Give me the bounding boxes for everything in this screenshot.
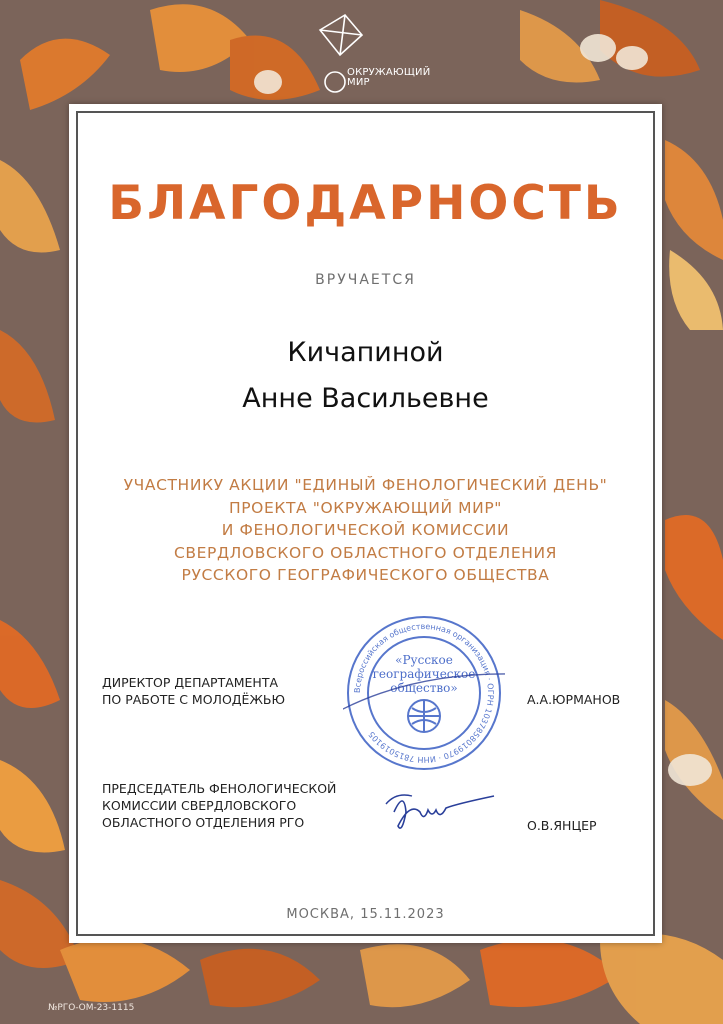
logo-text-line2: МИР xyxy=(347,77,370,88)
signatory2-name: О.В.ЯНЦЕР xyxy=(527,818,597,833)
reason-line: РУССКОГО ГЕОГРАФИЧЕСКОГО ОБЩЕСТВА xyxy=(181,566,550,584)
signatory2-title-line: ПРЕДСЕДАТЕЛЬ ФЕНОЛОГИЧЕСКОЙ xyxy=(102,781,337,796)
stamp-ring-text: Всероссийская общественная организация · ОГРН 1037858019970 · ИНН 7815019105 xyxy=(352,621,496,765)
stamp-center-line: «Русское xyxy=(395,653,453,667)
signatory2-title-line: ОБЛАСТНОГО ОТДЕЛЕНИЯ РГО xyxy=(102,815,305,830)
signatory1-title-line: ДИРЕКТОР ДЕПАРТАМЕНТА xyxy=(102,675,279,690)
signatory2-title xyxy=(102,780,336,831)
recipient-surname: Кичапиной xyxy=(287,337,444,368)
document-number: №РГО-ОМ-23-1115 xyxy=(48,1003,135,1013)
reason-line: ПРОЕКТА "ОКРУЖАЮЩИЙ МИР" xyxy=(228,498,503,517)
place-and-date: МОСКВА, 15.11.2023 xyxy=(286,907,445,922)
reason-line: УЧАСТНИКУ АКЦИИ "ЕДИНЫЙ ФЕНОЛОГИЧЕСКИЙ ДЕНЬ" xyxy=(123,476,608,494)
certificate-title: БЛАГОДАРНОСТЬ xyxy=(108,176,623,231)
stamp-center-line: географическое xyxy=(372,667,476,681)
signatory1-title xyxy=(102,674,285,708)
award-reason xyxy=(69,474,662,587)
stamp-center-line: общество» xyxy=(390,681,458,695)
recipient-given-names: Анне Васильевне xyxy=(242,383,489,414)
signatory1-name: А.А.ЮРМАНОВ xyxy=(527,692,621,707)
reason-line: И ФЕНОЛОГИЧЕСКОЙ КОМИССИИ xyxy=(221,521,510,539)
logo-text-line1: ОКРУЖАЮЩИЙ xyxy=(347,67,431,78)
logo-text xyxy=(347,68,430,88)
signatory2-title-line: КОМИССИИ СВЕРДЛОВСКОГО xyxy=(102,798,297,813)
handwritten-signature xyxy=(376,782,496,840)
official-stamp xyxy=(343,612,505,774)
okruzhayushchiy-mir-logo xyxy=(300,10,440,102)
awarded-to-label: ВРУЧАЕТСЯ xyxy=(315,272,416,288)
reason-line: СВЕРДЛОВСКОГО ОБЛАСТНОГО ОТДЕЛЕНИЯ xyxy=(173,543,558,562)
signatory1-title-line: ПО РАБОТЕ С МОЛОДЁЖЬЮ xyxy=(102,692,285,707)
